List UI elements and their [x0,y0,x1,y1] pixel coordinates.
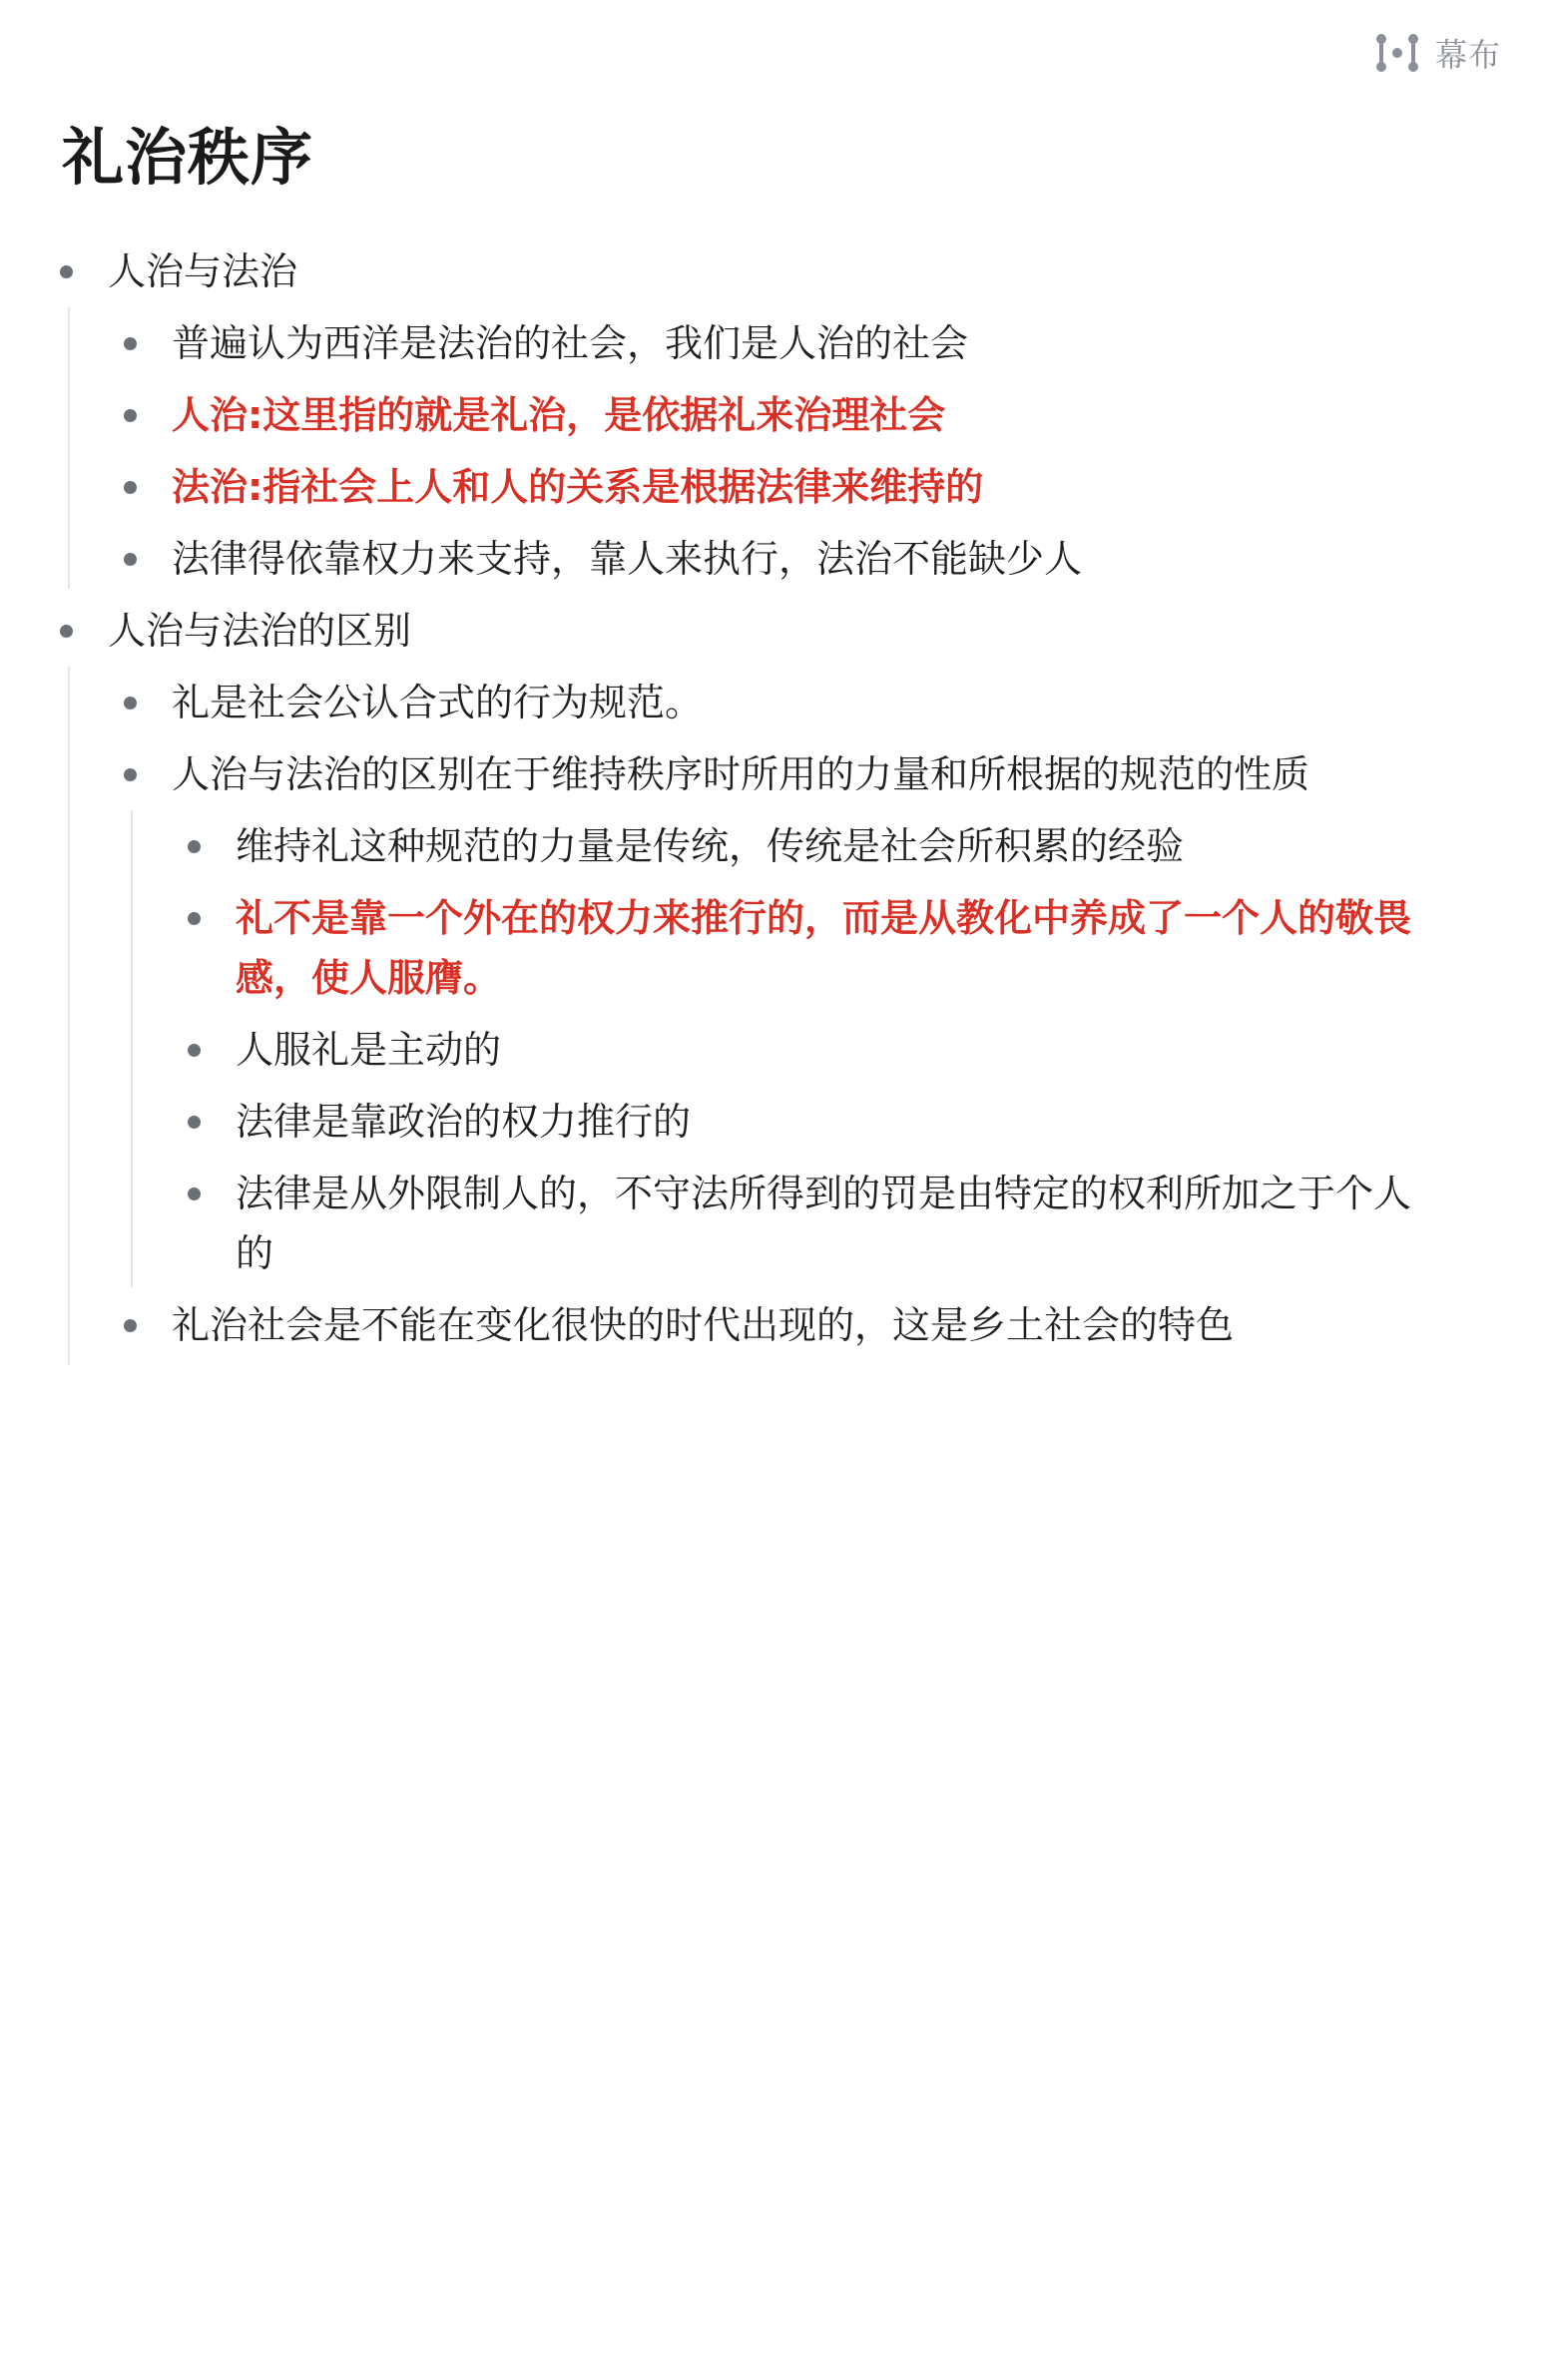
bullet-icon[interactable] [60,265,73,278]
outline-node[interactable] [236,1164,1411,1223]
outline-node[interactable] [172,313,968,373]
outline-node[interactable] [172,1295,1234,1355]
node-text[interactable]: 人治:这里指的就是礼治，是依据礼来治理社会 [172,393,946,437]
node-text[interactable]: 的 [236,1231,274,1275]
bullet-icon[interactable] [188,912,201,925]
bullet-icon[interactable] [124,768,137,781]
bullet-icon[interactable] [188,840,201,853]
node-text[interactable]: 礼不是靠一个外在的权力来推行的，而是从教化中养成了一个人的敬畏 [236,896,1412,940]
bullet-icon[interactable] [188,1044,201,1057]
bullet-icon[interactable] [124,481,137,494]
bullet-icon[interactable] [188,1116,201,1129]
outline-node[interactable] [236,1020,501,1080]
bullet-icon[interactable] [60,625,73,638]
outline-node[interactable] [236,816,1184,876]
outline-node[interactable] [172,529,1082,589]
indent-guide [68,667,70,1365]
outline-node[interactable] [172,385,945,445]
outline-node[interactable] [236,888,1411,948]
brand [1375,30,1501,76]
bullet-icon[interactable] [124,337,137,350]
outline-node[interactable] [108,601,411,661]
bullet-icon[interactable] [124,697,137,710]
outline-node[interactable] [236,1092,691,1152]
bullet-icon[interactable] [124,1319,137,1332]
node-text[interactable]: 礼治社会是不能在变化很快的时代出现的，这是乡土社会的特色 [172,1303,1235,1347]
mubu-logo-icon [1375,33,1419,73]
bullet-icon[interactable] [124,553,137,566]
indent-guide [68,307,70,589]
node-text[interactable]: 法律得依靠权力来支持，靠人来执行，法治不能缺少人 [172,537,1083,581]
node-text[interactable]: 人治与法治 [108,249,298,293]
node-text[interactable]: 人治与法治的区别 [108,609,412,653]
node-text[interactable]: 法律是从外限制人的，不守法所得到的罚是由特定的权利所加之于个人 [236,1172,1412,1215]
node-text[interactable]: 维持礼这种规范的力量是传统，传统是社会所积累的经验 [236,824,1185,868]
node-text[interactable]: 法律是靠政治的权力推行的 [236,1100,692,1144]
node-text[interactable]: 人服礼是主动的 [236,1028,502,1072]
bullet-icon[interactable] [124,409,137,422]
page-title: 礼治秩序 [62,121,314,194]
node-text[interactable]: 礼是社会公认合式的行为规范。 [172,681,704,724]
outline-node[interactable] [172,457,983,517]
outline-node[interactable] [108,241,297,301]
indent-guide [131,810,133,1287]
brand-name: 幕布 [1434,36,1501,74]
outline-node[interactable] [172,744,1309,804]
outline-node-continuation[interactable] [236,948,501,1008]
outline-node-continuation[interactable] [236,1223,273,1283]
bullet-icon[interactable] [188,1188,201,1200]
node-text[interactable]: 感，使人服膺。 [236,956,502,1000]
node-text[interactable]: 人治与法治的区别在于维持秩序时所用的力量和所根据的规范的性质 [172,752,1310,796]
node-text[interactable]: 法治:指社会上人和人的关系是根据法律来维持的 [172,465,984,509]
node-text[interactable]: 普遍认为西洋是法治的社会，我们是人治的社会 [172,321,969,365]
outline-node[interactable] [172,673,703,732]
